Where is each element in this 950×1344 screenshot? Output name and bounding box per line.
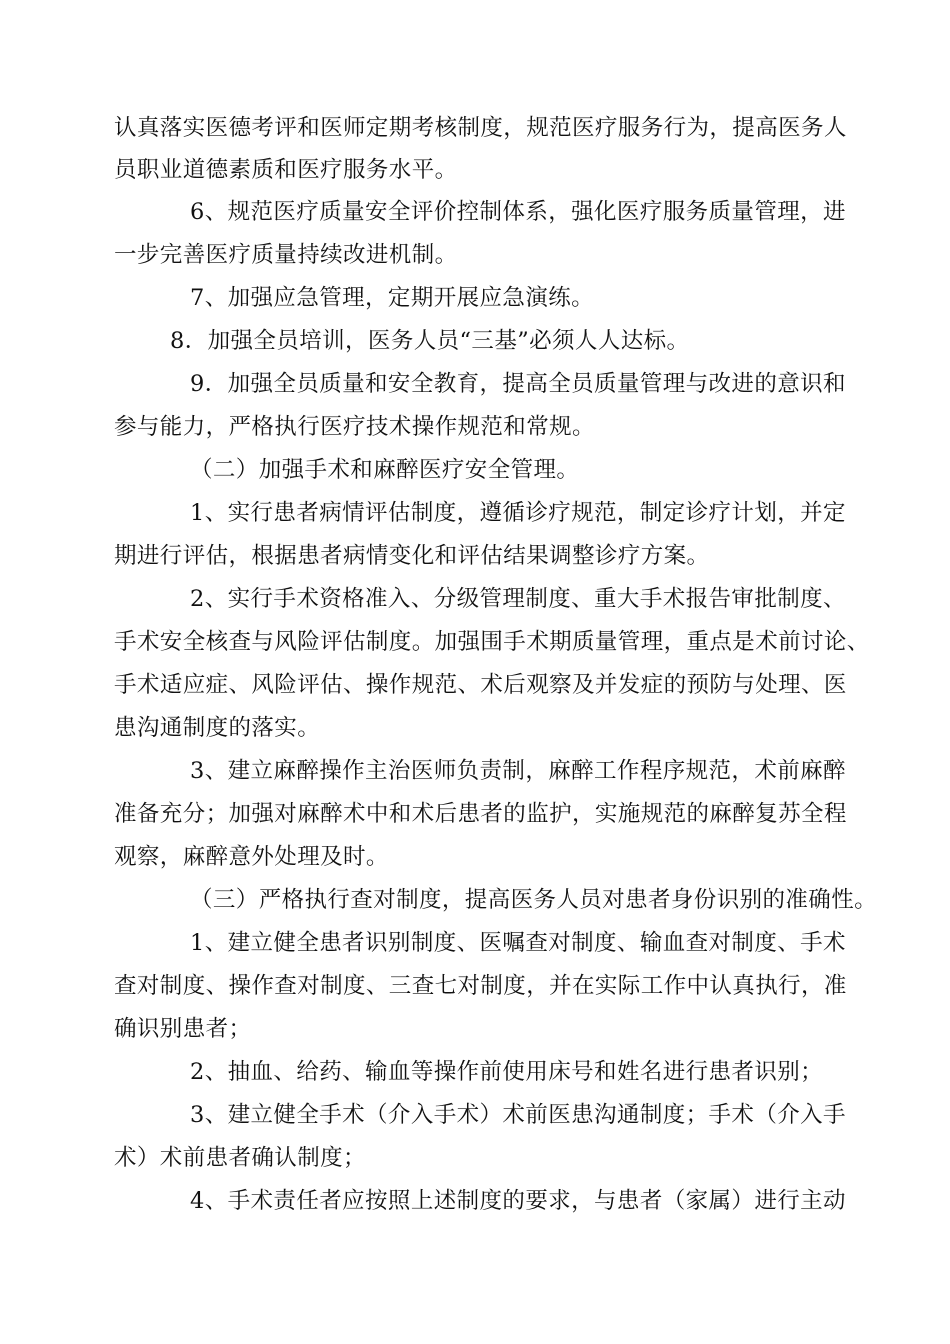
section-heading: （二）加强手术和麻醉医疗安全管理。 <box>190 457 580 483</box>
text-line: 手术安全核查与风险评估制度。加强围手术期质量管理，重点是术前讨论、 <box>114 629 870 655</box>
text-line: 2、抽血、给药、输血等操作前使用床号和姓名进行患者识别； <box>190 1059 824 1085</box>
text-line: 员职业道德素质和医疗服务水平。 <box>114 157 458 183</box>
text-line: 6、规范医疗质量安全评价控制体系，强化医疗服务质量管理，进 <box>190 199 846 225</box>
text-line: 患沟通制度的落实。 <box>114 715 321 741</box>
text-line: 期进行评估，根据患者病情变化和评估结果调整诊疗方案。 <box>114 543 710 569</box>
text-line: 1、建立健全患者识别制度、医嘱查对制度、输血查对制度、手术 <box>190 930 846 956</box>
text-line: 参与能力，严格执行医疗技术操作规范和常规。 <box>114 414 595 440</box>
text-line: 观察，麻醉意外处理及时。 <box>114 844 389 870</box>
text-line: 1、实行患者病情评估制度，遵循诊疗规范，制定诊疗计划，并定 <box>190 500 846 526</box>
text-line: 一步完善医疗质量持续改进机制。 <box>114 242 458 268</box>
text-line: 3、建立健全手术（介入手术）术前医患沟通制度；手术（介入手 <box>190 1102 846 1128</box>
section-heading: （三）严格执行查对制度，提高医务人员对患者身份识别的准确性。 <box>190 887 878 913</box>
text-line: 准备充分；加强对麻醉术中和术后患者的监护，实施规范的麻醉复苏全程 <box>114 801 847 827</box>
text-line: 7、加强应急管理，定期开展应急演练。 <box>190 285 595 311</box>
text-line: 2、实行手术资格准入、分级管理制度、重大手术报告审批制度、 <box>190 586 846 612</box>
text-line: 9．加强全员质量和安全教育，提高全员质量管理与改进的意识和 <box>190 371 846 397</box>
text-line: 确识别患者； <box>114 1016 252 1042</box>
text-line: 认真落实医德考评和医师定期考核制度，规范医疗服务行为，提高医务人 <box>114 115 847 141</box>
text-line: 查对制度、操作查对制度、三查七对制度，并在实际工作中认真执行，准 <box>114 973 847 999</box>
text-line: 术）术前患者确认制度； <box>114 1145 366 1171</box>
text-line: 4、手术责任者应按照上述制度的要求，与患者（家属）进行主动 <box>190 1188 846 1214</box>
text-line: 3、建立麻醉操作主治医师负责制，麻醉工作程序规范，术前麻醉 <box>190 758 846 784</box>
text-line: 8．加强全员培训，医务人员“三基”必须人人达标。 <box>170 328 690 354</box>
text-line: 手术适应症、风险评估、操作规范、术后观察及并发症的预防与处理、医 <box>114 672 847 698</box>
